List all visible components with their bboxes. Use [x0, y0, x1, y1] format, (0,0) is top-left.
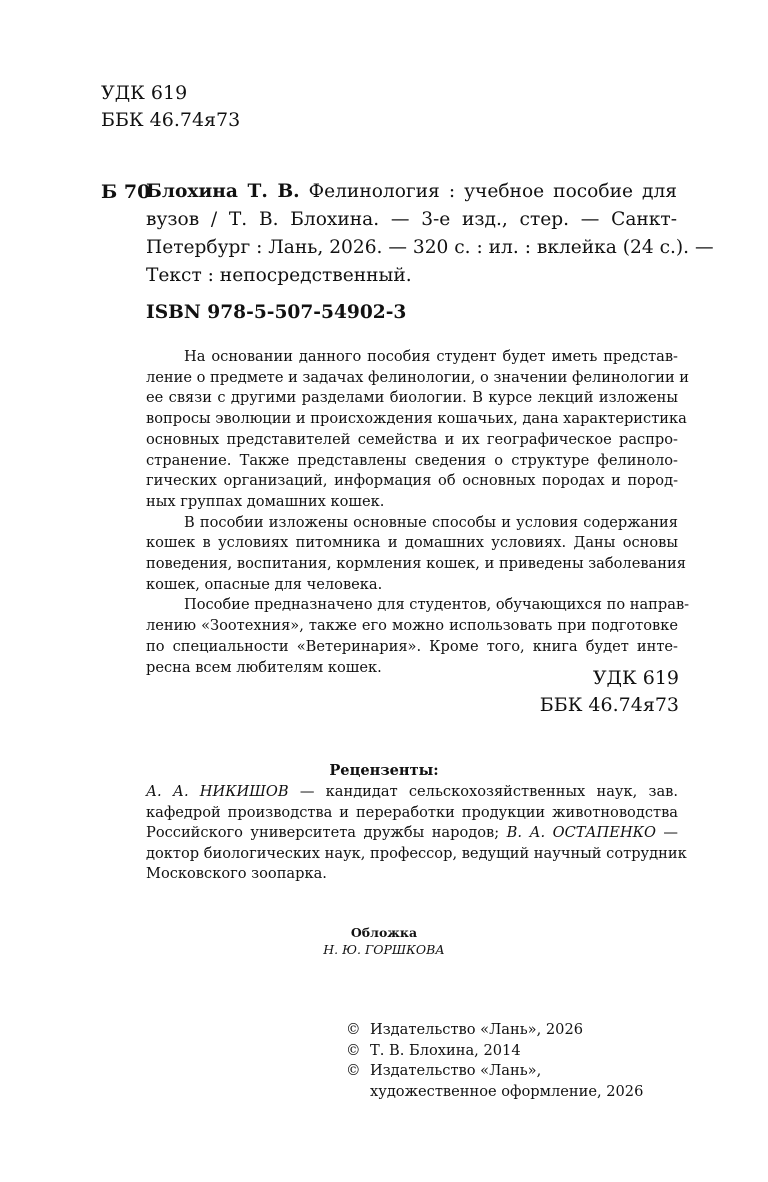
text-line: ление о предмете и задачах фелинологии, о значении фелинологии и [146, 368, 690, 386]
text-line: Пособие предназначено для студентов, обучающихся по направ- [184, 596, 690, 614]
udk-code-repeat: УДК 619 [592, 667, 679, 689]
reviewer-line-1: А. А. НИКИШОВ — кандидат сельскохозяйственных наук, зав. [146, 783, 678, 800]
reviewer-line-2: кафедрой производства и переработки продукции животноводства [146, 803, 678, 821]
bottom-classification-codes [540, 665, 679, 719]
text-line: В пособии изложены основные способы и условия содержания [184, 513, 678, 531]
text-line: кошек в условиях питомника и домашних условиях. Даны основы [146, 534, 678, 552]
text-line: странение. Также представлены сведения о структуре фелиноло- [146, 451, 678, 469]
copyright-icon: © [346, 1062, 361, 1079]
top-classification-codes [101, 80, 240, 134]
reviewer-line-5: Московского зоопарка. [146, 865, 327, 882]
annotation-paragraph-1 [146, 347, 690, 513]
author-name: Блохина Т. В. [146, 181, 300, 202]
text-line: ее связи с другими разделами биологии. В курсе лекций изложены [146, 389, 678, 407]
bib-line-2: вузов / Т. В. Блохина. — 3-е изд., стер. — Санкт- [146, 209, 677, 230]
bib-line-1: Блохина Т. В. Фелинология : учебное пособие для [146, 181, 677, 202]
isbn: ISBN 978-5-507-54902-3 [146, 302, 407, 323]
udk-code: УДК 619 [101, 82, 188, 104]
text-line: ресна всем любителям кошек. [146, 658, 382, 676]
cover-designer: Н. Ю. ГОРШКОВА [323, 942, 445, 957]
copyright-block [346, 1020, 643, 1102]
text-line: по специальности «Ветеринария». Кроме того, книга будет инте- [146, 637, 678, 655]
text-line: ных группах домашних кошек. [146, 492, 385, 510]
copyright-row-continued: художественное оформление, 2026 [370, 1082, 644, 1100]
reviewers-heading: Рецензенты: [329, 762, 439, 779]
text-line: лению «Зоотехния», также его можно использовать при подготовке [146, 617, 678, 635]
copyright-row: © Издательство «Лань», 2026 [346, 1020, 643, 1041]
text-line: поведения, воспитания, кормления кошек, и приведены заболевания [146, 555, 686, 573]
reviewer-line-3: Российского университета дружбы народов; В. А. ОСТАПЕНКО — [146, 824, 679, 841]
reviewer-2-name: В. А. ОСТАПЕНКО [506, 824, 656, 841]
copyright-row: © Издательство «Лань», [346, 1061, 643, 1082]
copyright-icon: © [346, 1041, 361, 1059]
bib-line-3: Петербург : Лань, 2026. — 320 с. : ил. : вклейка (24 с.). — [146, 237, 714, 258]
bbk-code: ББК 46.74я73 [101, 109, 241, 131]
cover-heading: Обложка [350, 925, 418, 940]
author-code: Б 70 [101, 181, 151, 203]
reviewer-1-name: А. А. НИКИШОВ [146, 783, 289, 800]
text-line: вопросы эволюции и происхождения кошачьих, дана характеристика [146, 410, 687, 428]
copyright-row: © Т. В. Блохина, 2014 [346, 1041, 643, 1062]
text-line: основных представителей семейства и их географическое распро- [146, 430, 678, 448]
bib-line-4: Текст : непосредственный. [146, 265, 412, 286]
bibliographic-description [146, 178, 714, 290]
bbk-code-repeat: ББК 46.74я73 [539, 694, 679, 716]
text-line: кошек, опасные для человека. [146, 575, 383, 593]
copyright-icon: © [346, 1021, 361, 1038]
reviewers-text [146, 782, 687, 885]
text-line: гических организаций, информация об основных породах и пород- [146, 472, 678, 490]
reviewer-line-4: доктор биологических наук, профессор, ведущий научный сотрудник [146, 844, 687, 862]
annotation-paragraph-2 [146, 513, 686, 596]
text-line: На основании данного пособия студент будет иметь представ- [184, 348, 678, 365]
